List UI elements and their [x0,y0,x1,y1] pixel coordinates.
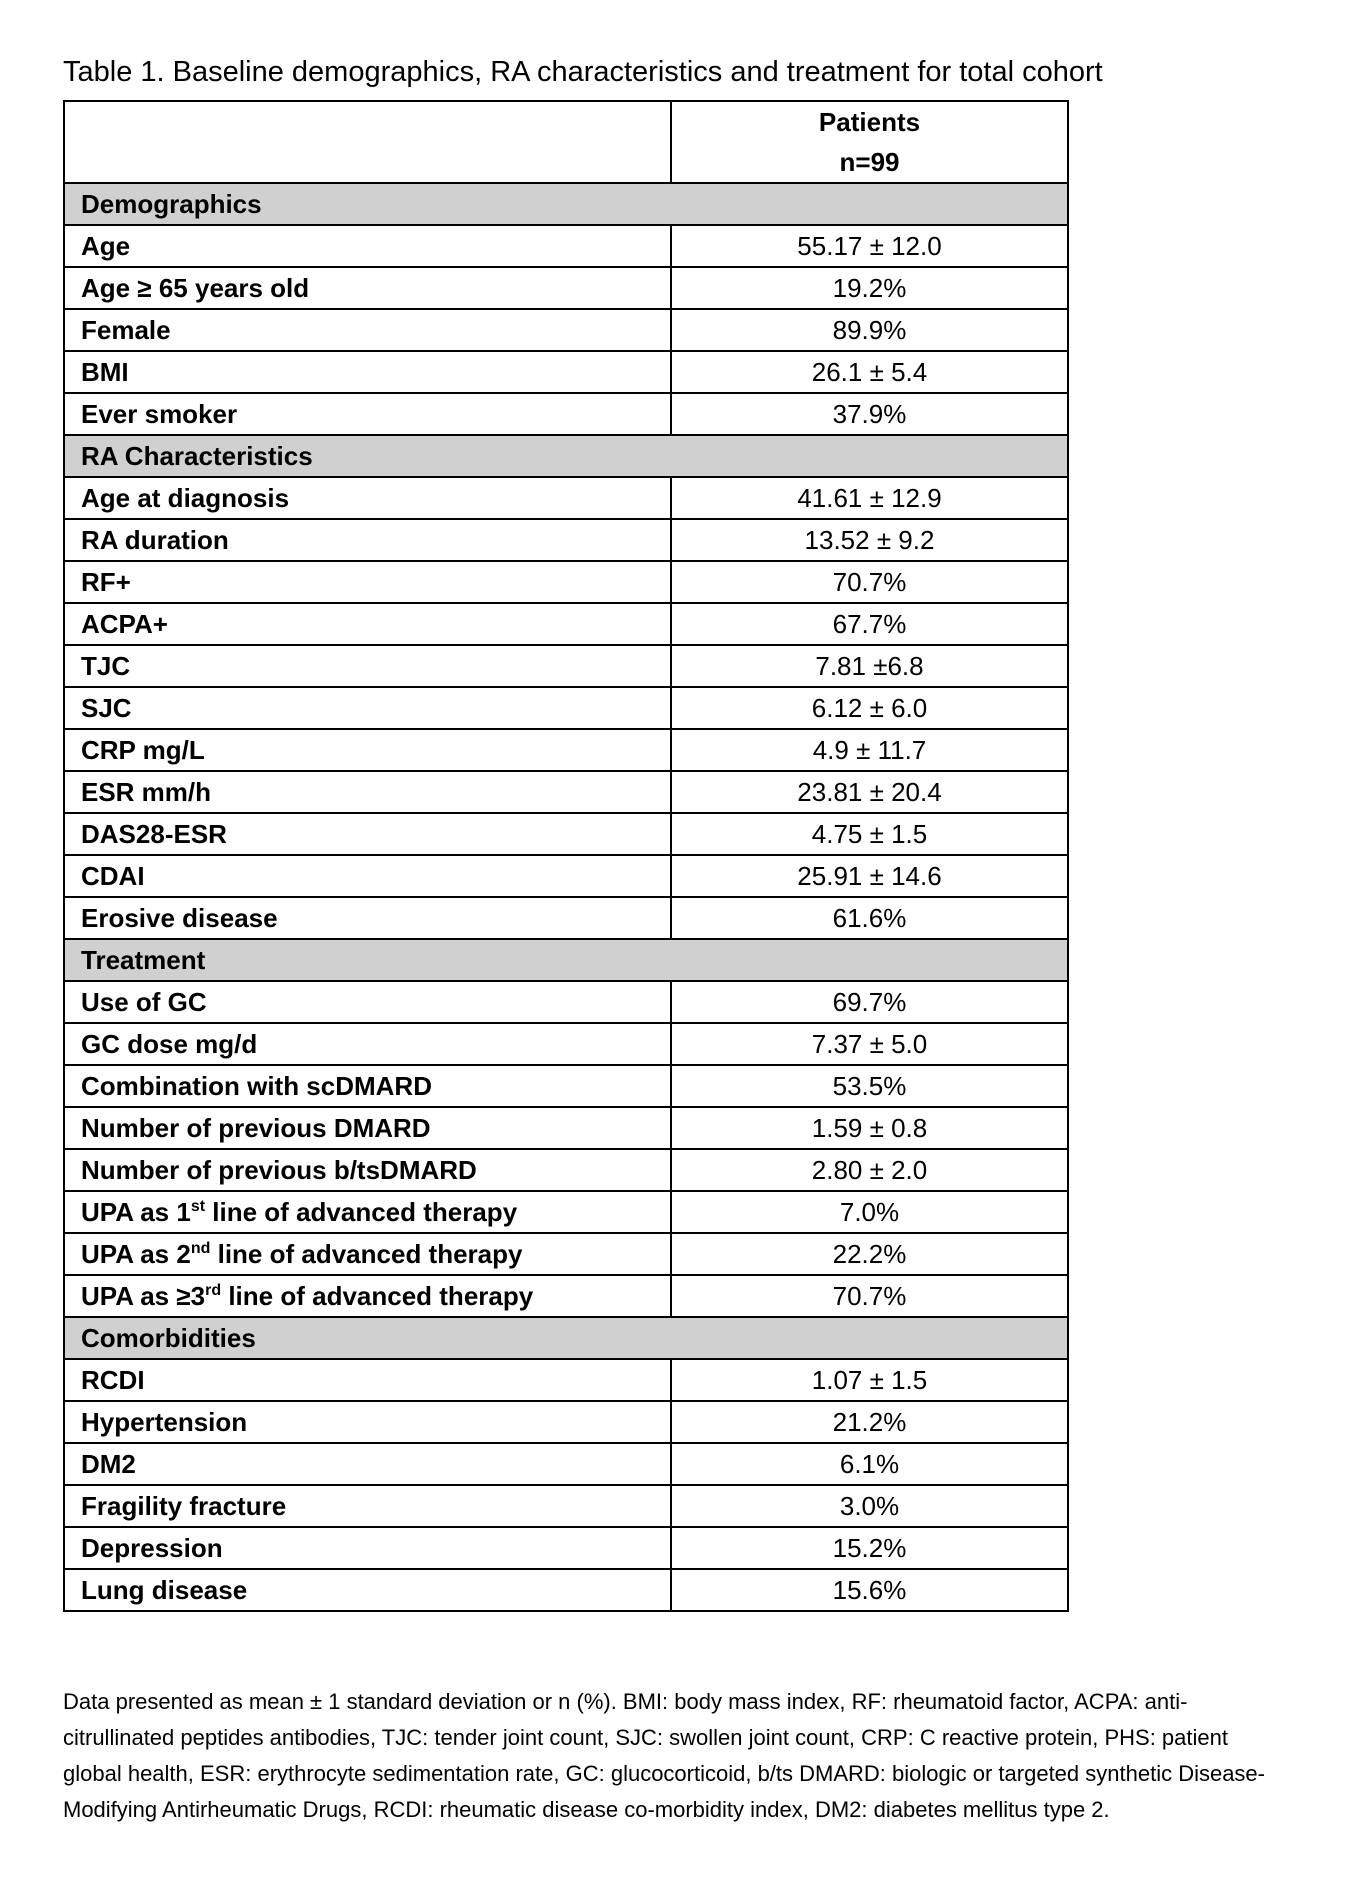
row-label: CRP mg/L [64,729,671,771]
row-value: 13.52 ± 9.2 [671,519,1068,561]
baseline-table [63,100,1069,1612]
row-value: 6.12 ± 6.0 [671,687,1068,729]
table-row [64,1107,1068,1149]
row-label: CDAI [64,855,671,897]
row-value: 89.9% [671,309,1068,351]
row-label: Ever smoker [64,393,671,435]
row-label: Use of GC [64,981,671,1023]
row-value: 55.17 ± 12.0 [671,225,1068,267]
table-row [64,855,1068,897]
table-row [64,813,1068,855]
row-label: Age at diagnosis [64,477,671,519]
table-row [64,687,1068,729]
table-row [64,1485,1068,1527]
row-label: TJC [64,645,671,687]
row-label: SJC [64,687,671,729]
row-value: 1.07 ± 1.5 [671,1359,1068,1401]
table-row [64,771,1068,813]
footnote-line: citrullinated peptides antibodies, TJC: tender joint count, SJC: swollen joint count, CRP: C reactive protein, PHS: patient [63,1725,1228,1750]
row-value: 4.75 ± 1.5 [671,813,1068,855]
footnote-line: Data presented as mean ± 1 standard deviation or n (%). BMI: body mass index, RF: rheumatoid factor, ACPA: anti- [63,1689,1188,1714]
row-label-text: UPA as 1 [81,1197,191,1227]
table-footnote [63,1684,1323,1828]
row-value: 19.2% [671,267,1068,309]
row-label: DAS28-ESR [64,813,671,855]
row-label: RF+ [64,561,671,603]
row-value: 69.7% [671,981,1068,1023]
row-label: Female [64,309,671,351]
row-label [64,1191,671,1233]
header-patients-count: n=99 [839,147,900,177]
table-row [64,225,1068,267]
row-label: ESR mm/h [64,771,671,813]
row-value: 53.5% [671,1065,1068,1107]
table-body [64,183,1068,1611]
row-value: 7.81 ±6.8 [671,645,1068,687]
row-value: 6.1% [671,1443,1068,1485]
table-row [64,1527,1068,1569]
header-patients-cell [671,101,1068,183]
table-row [64,1359,1068,1401]
table-row [64,1569,1068,1611]
row-label: Erosive disease [64,897,671,939]
table-row [64,393,1068,435]
row-label-text: line of advanced therapy [221,1281,534,1311]
row-value: 23.81 ± 20.4 [671,771,1068,813]
section-header-row [64,435,1068,477]
row-label: GC dose mg/d [64,1023,671,1065]
section-header-row [64,1317,1068,1359]
row-value: 15.6% [671,1569,1068,1611]
table-row [64,1023,1068,1065]
row-value: 21.2% [671,1401,1068,1443]
header-label-cell [64,101,671,183]
row-value: 37.9% [671,393,1068,435]
row-label-ordinal: rd [205,1282,222,1299]
row-label: Age ≥ 65 years old [64,267,671,309]
row-label [64,1233,671,1275]
section-header-row [64,939,1068,981]
table-row [64,477,1068,519]
row-label: Number of previous b/tsDMARD [64,1149,671,1191]
row-label-text: line of advanced therapy [210,1239,523,1269]
table-title: Table 1. Baseline demographics, RA characteristics and treatment for total cohort [63,56,1103,88]
table-row [64,519,1068,561]
row-label-ordinal: st [190,1198,206,1215]
table-row [64,1275,1068,1317]
row-label: BMI [64,351,671,393]
row-value: 26.1 ± 5.4 [671,351,1068,393]
table-row [64,1191,1068,1233]
row-value: 70.7% [671,1275,1068,1317]
row-value: 41.61 ± 12.9 [671,477,1068,519]
row-label-text: line of advanced therapy [205,1197,518,1227]
row-label [64,1275,671,1317]
row-label: Hypertension [64,1401,671,1443]
row-value: 67.7% [671,603,1068,645]
row-value: 2.80 ± 2.0 [671,1149,1068,1191]
section-title: Demographics [64,183,1068,225]
table-row [64,1149,1068,1191]
table-row [64,981,1068,1023]
row-value: 22.2% [671,1233,1068,1275]
row-label: Number of previous DMARD [64,1107,671,1149]
table-row [64,1065,1068,1107]
row-label: Lung disease [64,1569,671,1611]
row-label: RCDI [64,1359,671,1401]
row-label-ordinal: nd [190,1240,211,1257]
row-label: Age [64,225,671,267]
table-row [64,309,1068,351]
section-header-row [64,183,1068,225]
row-label: Combination with scDMARD [64,1065,671,1107]
table-row [64,729,1068,771]
row-value: 4.9 ± 11.7 [671,729,1068,771]
row-label-text: UPA as ≥3 [81,1281,206,1311]
header-patients-label: Patients [818,107,921,137]
row-value: 25.91 ± 14.6 [671,855,1068,897]
table-row [64,1233,1068,1275]
section-title: Comorbidities [64,1317,1068,1359]
row-label: ACPA+ [64,603,671,645]
table-row [64,267,1068,309]
table-row [64,603,1068,645]
section-title: RA Characteristics [64,435,1068,477]
footnote-line: global health, ESR: erythrocyte sedimentation rate, GC: glucocorticoid, b/ts DMARD: biologic or targeted synthetic Disease- [63,1761,1265,1786]
row-label: Fragility fracture [64,1485,671,1527]
row-value: 7.37 ± 5.0 [671,1023,1068,1065]
table-row [64,1401,1068,1443]
row-value: 70.7% [671,561,1068,603]
table-row [64,645,1068,687]
table-row [64,561,1068,603]
section-title: Treatment [64,939,1068,981]
row-label: Depression [64,1527,671,1569]
row-value: 15.2% [671,1527,1068,1569]
footnote-line: Modifying Antirheumatic Drugs, RCDI: rheumatic disease co-morbidity index, DM2: diabetes mellitus type 2. [63,1797,1110,1822]
row-value: 7.0% [671,1191,1068,1233]
table-header-row [64,101,1068,183]
table-row [64,1443,1068,1485]
row-value: 61.6% [671,897,1068,939]
table-row [64,351,1068,393]
row-value: 1.59 ± 0.8 [671,1107,1068,1149]
row-label: DM2 [64,1443,671,1485]
row-label-text: UPA as 2 [81,1239,191,1269]
table-row [64,897,1068,939]
row-value: 3.0% [671,1485,1068,1527]
row-label: RA duration [64,519,671,561]
